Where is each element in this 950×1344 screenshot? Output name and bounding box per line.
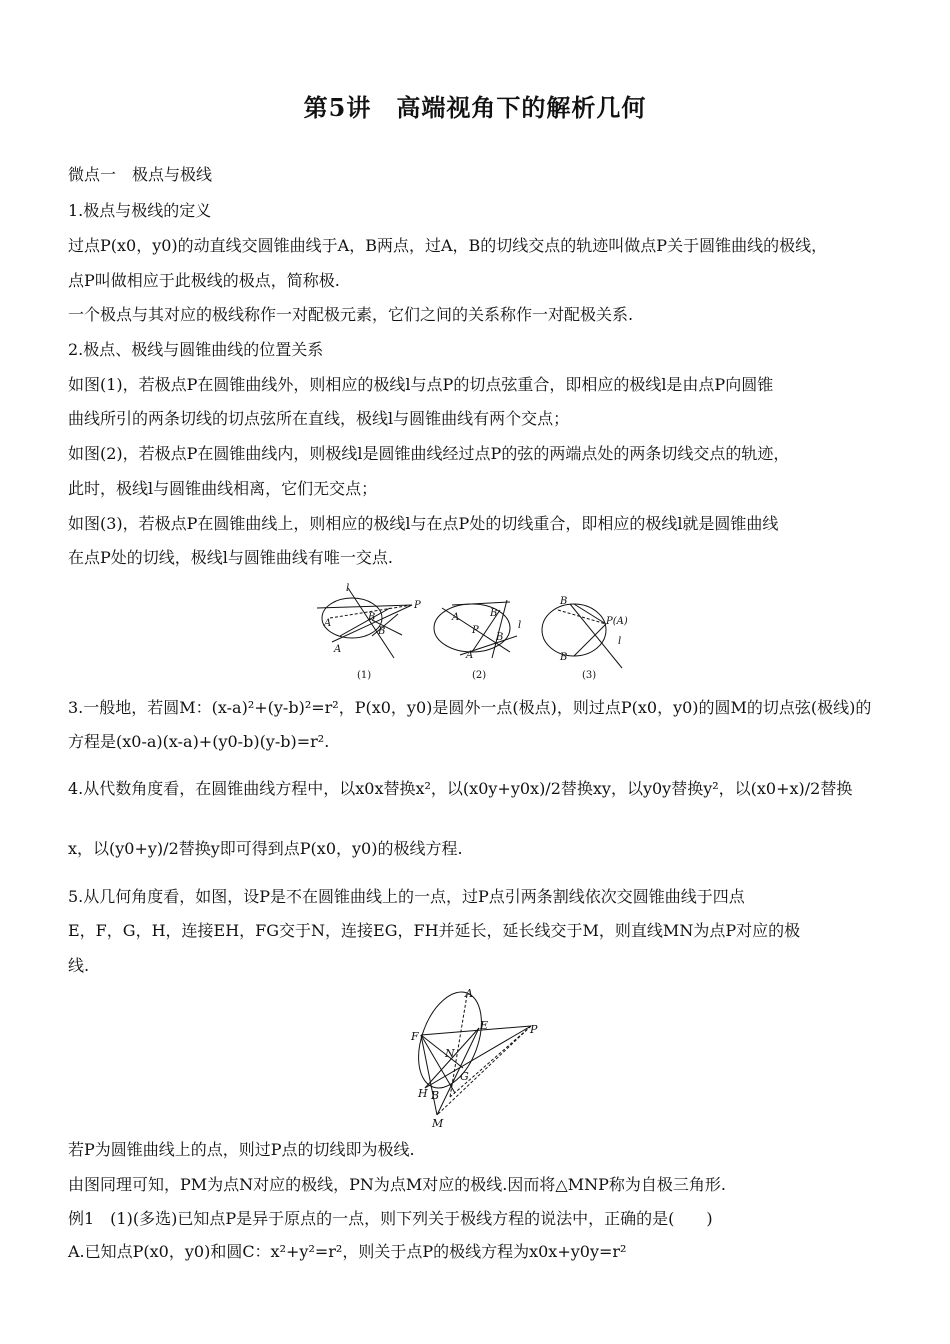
page-title: 第5讲 高端视角下的解析几何 xyxy=(303,93,647,122)
fig-label-b: B xyxy=(431,1089,440,1102)
figure-self-polar-triangle xyxy=(405,985,555,1130)
section-heading: 微点一 极点与极线 xyxy=(68,165,213,184)
fig2-label-b1: B xyxy=(496,632,504,643)
paragraph-definition-2: 点P叫做相应于此极线的极点，简称极. xyxy=(68,271,340,290)
fig1-label-b1: B xyxy=(368,612,376,623)
fig2-label-a1: A xyxy=(452,612,460,623)
fig-label-p: P xyxy=(530,1023,538,1036)
fig1-label-a1: A xyxy=(324,618,332,629)
fig3-label-b1: B xyxy=(560,596,568,607)
paragraph-pairing: 一个极点与其对应的极线称作一对配极元素，它们之间的关系称作一对配极关系. xyxy=(68,305,634,324)
paragraph-self-polar: 由图同理可知，PM为点N对应的极线，PN为点M对应的极线.因而将△MNP称为自极三角形. xyxy=(68,1175,726,1194)
fig3-label-pa: P(A) xyxy=(606,616,628,627)
fig1-label-b2: B xyxy=(378,626,386,637)
paragraph-geometric-2: E，F，G，H，连接EH，FG交于N，连接EG，FH并延长，延长线交于M，则直线MN为点P对应的极 xyxy=(68,921,801,940)
paragraph-circle-polar: 3.一般地，若圆M：(x-a)²+(y-b)²=r²，P(x0，y0)是圆外一点(极点)，则过点P(x0，y0)的圆M的切点弦(极线)的 xyxy=(68,698,872,717)
paragraph-algebraic-2: x，以(y0+y)/2替换y即可得到点P(x0，y0)的极线方程. xyxy=(68,839,463,858)
fig3-label-l: l xyxy=(618,636,622,647)
fig3-label-b2: B xyxy=(560,652,568,663)
paragraph-definition-1: 过点P(x0，y0)的动直线交圆锥曲线于A，B两点，过A，B的切线交点的轨迹叫做点P关于圆锥曲线的极线， xyxy=(68,236,828,255)
fig-label-e: E xyxy=(480,1019,489,1032)
subheading-position: 2.极点、极线与圆锥曲线的位置关系 xyxy=(68,340,324,359)
paragraph-case3-a: 如图(3)，若极点P在圆锥曲线上，则相应的极线l与在点P处的切线重合，即相应的极线l就是圆锥曲线 xyxy=(68,514,779,533)
fig-label-h: H xyxy=(418,1087,428,1100)
fig2-label-l: l xyxy=(518,620,522,631)
figure-pole-polar-cases xyxy=(312,580,642,685)
paragraph-case1-a: 如图(1)，若极点P在圆锥曲线外，则相应的极线l与点P的切点弦重合，即相应的极线l是由点P向圆锥 xyxy=(68,375,774,394)
example-1-option-a: A.已知点P(x0，y0)和圆C：x²+y²=r²，则关于点P的极线方程为x0x+y0y=r² xyxy=(68,1242,627,1261)
fig-caption-2: (2) xyxy=(472,670,487,681)
subheading-definition: 1.极点与极线的定义 xyxy=(68,201,212,220)
paragraph-case2-a: 如图(2)，若极点P在圆锥曲线内，则极线l是圆锥曲线经过点P的弦的两端点处的两条切线交点的轨迹， xyxy=(68,444,790,463)
fig1-label-a2: A xyxy=(334,644,342,655)
paragraph-geometric-3: 线. xyxy=(68,956,90,975)
fig1-label-p: P xyxy=(414,600,421,611)
fig-label-m: M xyxy=(432,1117,444,1130)
fig-label-a: A xyxy=(465,987,473,1000)
fig2-label-p: P xyxy=(472,625,479,636)
paragraph-geometric-1: 5.从几何角度看，如图，设P是不在圆锥曲线上的一点，过P点引两条割线依次交圆锥曲线于四点 xyxy=(68,887,745,906)
paragraph-circle-polar-eq: 方程是(x0-a)(x-a)+(y0-b)(y-b)=r². xyxy=(68,732,330,751)
paragraph-case1-b: 曲线所引的两条切线的切点弦所在直线，极线l与圆锥曲线有两个交点； xyxy=(68,409,570,428)
fig1-label-l: l xyxy=(346,583,350,594)
fig2-label-b2: B xyxy=(490,608,498,619)
fig-label-f: F xyxy=(411,1030,419,1043)
fig-label-g: G xyxy=(460,1070,469,1083)
paragraph-tangent: 若P为圆锥曲线上的点，则过P点的切线即为极线. xyxy=(68,1140,415,1159)
paragraph-case3-b: 在点P处的切线，极线l与圆锥曲线有唯一交点. xyxy=(68,548,393,567)
paragraph-case2-b: 此时，极线l与圆锥曲线相离，它们无交点； xyxy=(68,479,378,498)
paragraph-algebraic: 4.从代数角度看，在圆锥曲线方程中，以x0x替换x²，以(x0y+y0x)/2替换xy，以y0y替换y²，以(x0+x)/2替换 xyxy=(68,779,853,798)
fig-caption-1: (1) xyxy=(357,670,372,681)
fig2-label-a2: A xyxy=(466,650,474,661)
fig-caption-3: (3) xyxy=(582,670,597,681)
fig-label-n: N xyxy=(445,1047,455,1060)
example-1-question: 例1 (1)(多选)已知点P是异于原点的一点，则下列关于极线方程的说法中，正确的是( ) xyxy=(68,1209,713,1228)
